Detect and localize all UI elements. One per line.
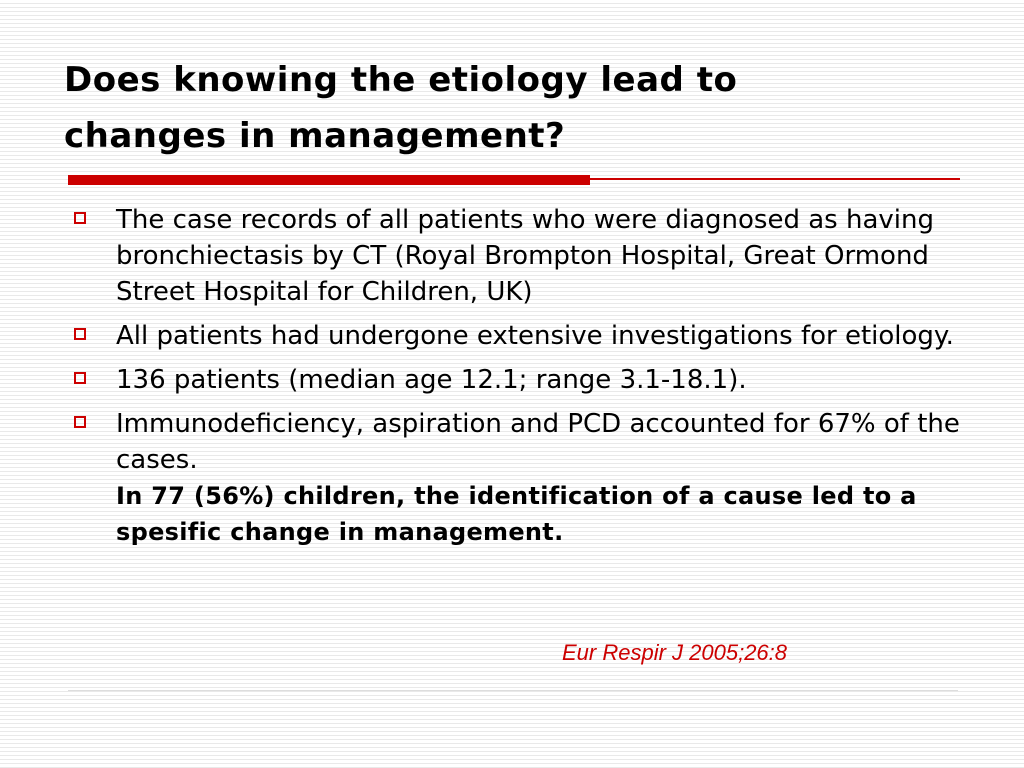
bullet-item <box>66 318 966 354</box>
bullet-list <box>66 202 966 558</box>
bullet-item <box>66 406 966 550</box>
square-bullet-icon <box>74 328 86 340</box>
citation: Eur Respir J 2005;26:8 <box>562 640 788 665</box>
title-underline-thick <box>68 175 590 185</box>
bullet-text: The case records of all patients who were diagnosed as having bronchiectasis by CT (Royal Brompton Hospital, Great Ormond Street Hospital for Children, UK) <box>116 205 934 307</box>
bullet-text: 136 patients (median age 12.1; range 3.1-18.1). <box>116 365 747 395</box>
bullet-item <box>66 202 966 310</box>
emphasis-statement: In 77 (56%) children, the identification of a cause led to a spesific change in management. <box>116 482 917 546</box>
bullet-item <box>66 362 966 398</box>
bullet-text: Immunodeficiency, aspiration and PCD accounted for 67% of the cases. <box>116 409 960 475</box>
footer-divider <box>68 690 958 691</box>
slide-title: Does knowing the etiology lead to changes in management? <box>64 60 738 156</box>
title-underline-thin <box>590 178 960 180</box>
square-bullet-icon <box>74 212 86 224</box>
bullet-text: All patients had undergone extensive investigations for etiology. <box>116 321 954 351</box>
square-bullet-icon <box>74 372 86 384</box>
square-bullet-icon <box>74 416 86 428</box>
